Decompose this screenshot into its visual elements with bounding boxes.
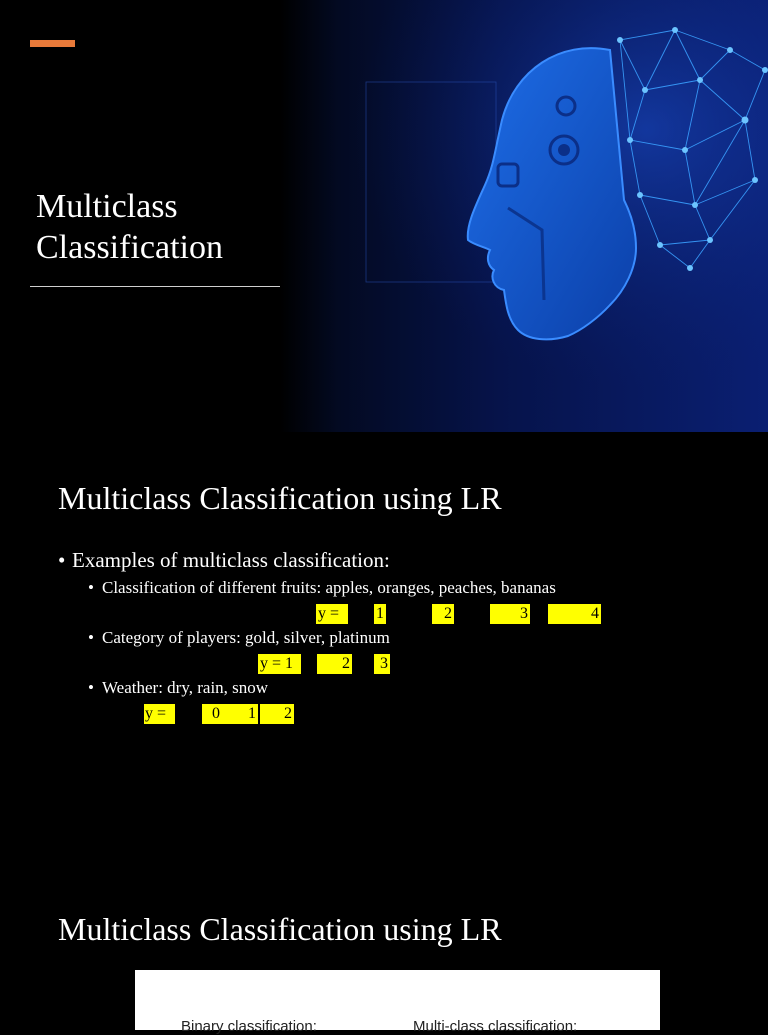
ai-head-illustration [280,0,768,432]
label-box: 2 [317,654,352,674]
list-item [88,578,556,598]
label-box: y = 1 [258,654,301,674]
accent-bar [30,40,75,47]
label-box: 4 [548,604,601,624]
intro-bullet [58,548,390,572]
intro-text: Examples of multiclass classification: [72,548,390,572]
label-box: y = [316,604,348,624]
list-item [88,628,390,648]
content-slide-2 [0,864,768,1035]
label-box: 3 [490,604,530,624]
label-box: 0 [202,704,230,724]
label-box: 1 [376,605,384,622]
binary-classification-label: Binary classification: [181,1018,317,1035]
content-slide [0,432,768,864]
title-divider [30,286,281,287]
slide-heading: Multiclass Classification using LR [58,911,502,947]
figure-panel [135,970,660,1035]
label-box: 1 [230,704,258,724]
list-item-text: Classification of different fruits: apples, oranges, peaches, bananas [102,578,556,597]
bullet-icon: • [88,628,94,647]
bullet-icon: • [88,678,94,697]
bullet-icon: • [88,578,94,597]
label-box: y = [144,704,175,724]
list-item-text: Weather: dry, rain, snow [102,678,269,697]
label-box: 2 [260,704,294,724]
bullet-icon: • [58,548,66,572]
slide-title: Multiclass Classification [36,188,223,266]
ai-head-icon [280,0,768,432]
label-box: 2 [432,604,454,624]
list-item [88,678,268,698]
multiclass-classification-label: Multi-class classification: [413,1018,578,1035]
title-slide [0,0,768,432]
list-item-text: Category of players: gold, silver, platinum [102,628,390,647]
slide-heading: Multiclass Classification using LR [58,480,502,516]
label-box: 3 [374,654,390,674]
